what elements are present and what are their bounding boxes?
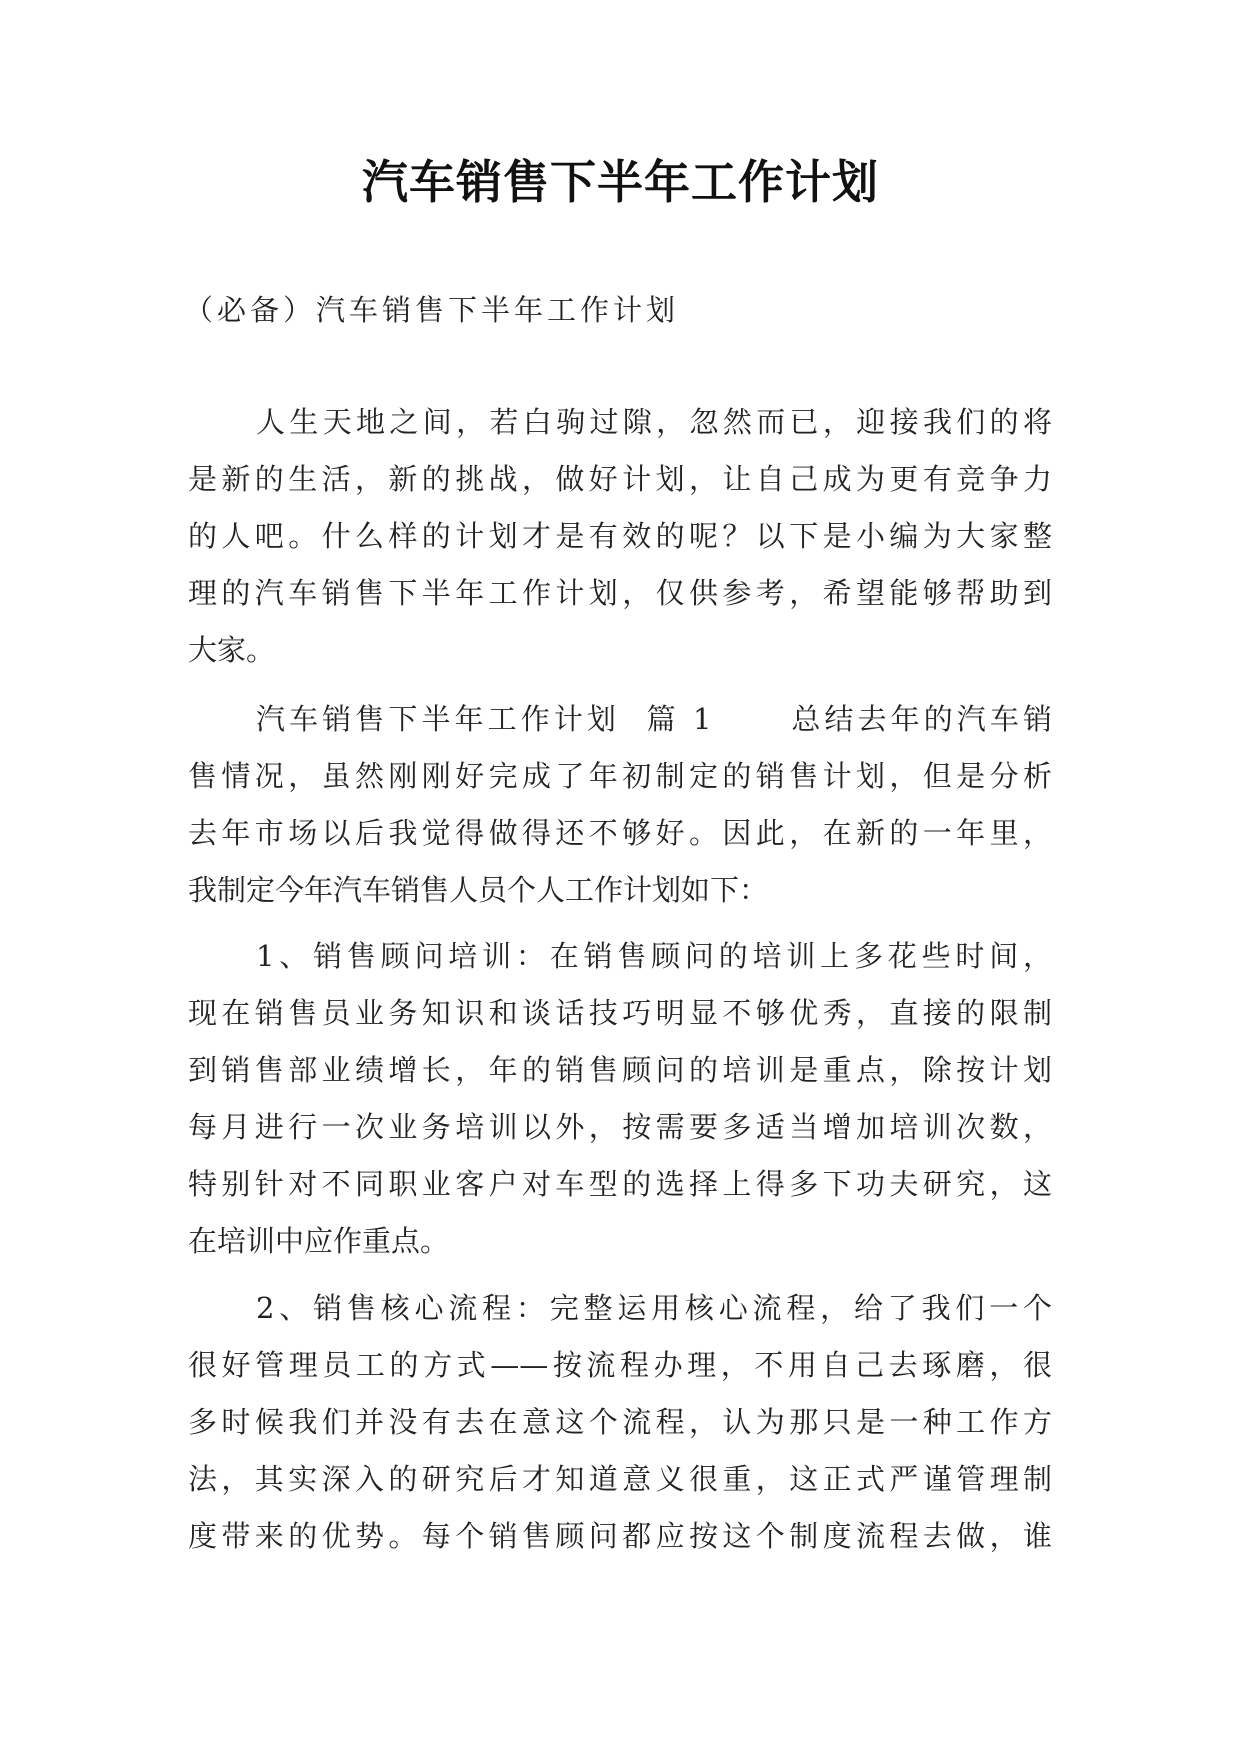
paragraph-line: 理的汽车销售下半年工作计划，仅供参考，希望能够帮助到 bbox=[188, 576, 1052, 610]
paragraph-line: 2、销售核心流程：完整运用核心流程，给了我们一个 bbox=[256, 1291, 1052, 1325]
paragraph-line: 去年市场以后我觉得做得还不够好。因此，在新的一年里， bbox=[188, 816, 1052, 850]
paragraph-line: 1、销售顾问培训：在销售顾问的培训上多花些时间， bbox=[256, 939, 1052, 973]
paragraph-line: 度带来的优势。每个销售顾问都应按这个制度流程去做，谁 bbox=[188, 1519, 1052, 1553]
paragraph-line: 现在销售员业务知识和谈话技巧明显不够优秀，直接的限制 bbox=[188, 996, 1052, 1030]
paragraph-line: 大家。 bbox=[188, 633, 276, 667]
paragraph-line: 我制定今年汽车销售人员个人工作计划如下： bbox=[188, 873, 769, 907]
document-title: 汽车销售下半年工作计划 bbox=[362, 155, 879, 209]
paragraph-line: 售情况，虽然刚刚好完成了年初制定的销售计划，但是分析 bbox=[188, 759, 1052, 793]
paragraph-line: 到销售部业绩增长，年的销售顾问的培训是重点，除按计划 bbox=[188, 1053, 1052, 1087]
paragraph-line: 特别针对不同职业客户对车型的选择上得多下功夫研究，这 bbox=[188, 1167, 1052, 1201]
paragraph-line: 的人吧。什么样的计划才是有效的呢？以下是小编为大家整 bbox=[188, 519, 1052, 553]
paragraph-line: 在培训中应作重点。 bbox=[188, 1224, 450, 1258]
paragraph-line: 多时候我们并没有去在意这个流程，认为那只是一种工作方 bbox=[188, 1405, 1052, 1439]
paragraph-line: 法，其实深入的研究后才知道意义很重，这正式严谨管理制 bbox=[188, 1462, 1052, 1496]
paragraph-line: 很好管理员工的方式——按流程办理，不用自己去琢磨，很 bbox=[188, 1348, 1052, 1382]
paragraph-line: 每月进行一次业务培训以外，按需要多适当增加培训次数， bbox=[188, 1110, 1052, 1144]
document-subtitle: （必备）汽车销售下半年工作计划 bbox=[184, 293, 680, 327]
paragraph-line: 是新的生活，新的挑战，做好计划，让自己成为更有竞争力 bbox=[188, 462, 1052, 496]
paragraph-line: 人生天地之间，若白驹过隙，忽然而已，迎接我们的将 bbox=[256, 405, 1052, 439]
paragraph-line: 汽车销售下半年工作计划 篇 1 总结去年的汽车销 bbox=[256, 702, 1052, 736]
